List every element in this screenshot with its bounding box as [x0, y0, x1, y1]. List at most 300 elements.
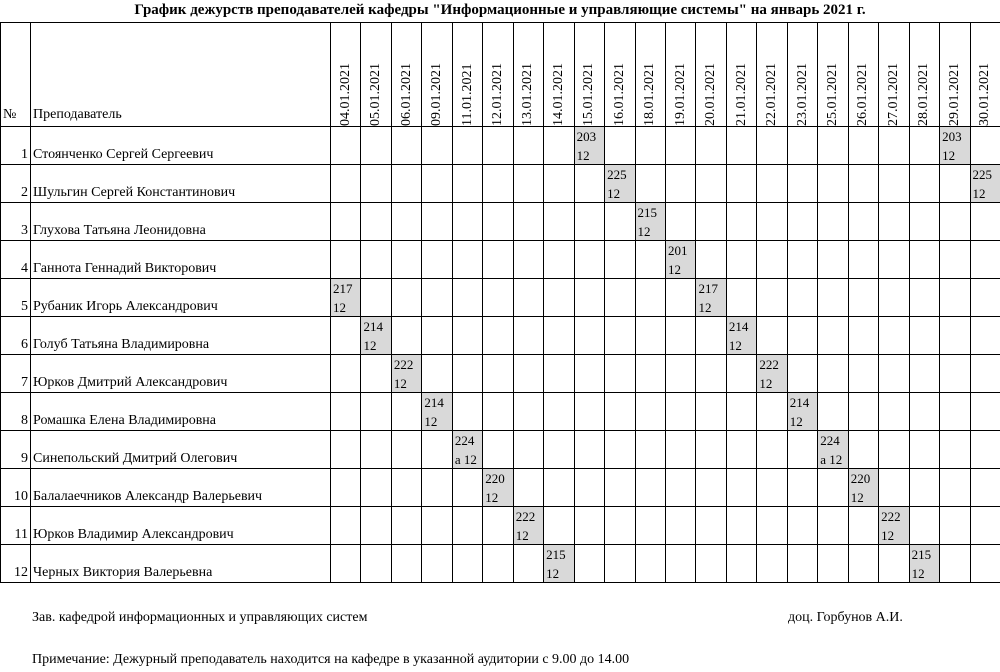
table-row	[1, 469, 1000, 507]
table-row	[1, 165, 1000, 203]
empty-cell	[513, 317, 543, 355]
row-number: 1	[1, 127, 31, 165]
empty-cell	[391, 279, 421, 317]
empty-cell	[848, 507, 878, 545]
date-column-header	[361, 23, 391, 127]
empty-cell	[665, 127, 695, 165]
empty-cell	[391, 545, 421, 583]
empty-cell	[361, 165, 391, 203]
row-number: 11	[1, 507, 31, 545]
empty-cell	[574, 317, 604, 355]
empty-cell	[848, 165, 878, 203]
empty-cell	[757, 469, 787, 507]
empty-cell	[483, 165, 513, 203]
teacher-name: Юрков Дмитрий Александрович	[31, 355, 331, 393]
empty-cell	[331, 469, 361, 507]
duty-room: 203	[942, 129, 962, 144]
empty-cell	[787, 127, 817, 165]
date-column-header	[970, 23, 1000, 127]
empty-cell	[483, 393, 513, 431]
empty-cell	[787, 431, 817, 469]
empty-cell	[544, 317, 574, 355]
duty-cell	[665, 241, 695, 279]
empty-cell	[818, 507, 848, 545]
duty-room: 217	[333, 281, 353, 296]
duty-room: 214	[728, 319, 749, 334]
empty-cell	[940, 545, 970, 583]
empty-cell	[696, 165, 726, 203]
empty-cell	[391, 469, 421, 507]
date-label: 25.01.2021	[824, 63, 840, 126]
duty-time: а 12	[454, 452, 477, 467]
empty-cell	[696, 469, 726, 507]
empty-cell	[848, 203, 878, 241]
empty-cell	[940, 279, 970, 317]
empty-cell	[361, 469, 391, 507]
empty-cell	[331, 355, 361, 393]
duty-cell	[452, 431, 482, 469]
empty-cell	[452, 317, 482, 355]
duty-cell	[574, 127, 604, 165]
empty-cell	[970, 507, 1000, 545]
empty-cell	[757, 203, 787, 241]
empty-cell	[879, 355, 909, 393]
empty-cell	[331, 507, 361, 545]
date-column-header	[879, 23, 909, 127]
duty-room: 203	[576, 129, 597, 144]
empty-cell	[940, 241, 970, 279]
duty-room: 214	[424, 395, 444, 410]
date-column-header	[422, 23, 452, 127]
date-label: 20.01.2021	[703, 63, 719, 126]
empty-cell	[605, 469, 635, 507]
empty-cell	[726, 355, 756, 393]
empty-cell	[544, 279, 574, 317]
date-column-header	[391, 23, 421, 127]
empty-cell	[879, 241, 909, 279]
empty-cell	[879, 431, 909, 469]
date-label: 26.01.2021	[855, 63, 871, 126]
empty-cell	[909, 355, 939, 393]
table-row	[1, 507, 1000, 545]
duty-time: 12	[942, 148, 956, 163]
empty-cell	[970, 355, 1000, 393]
empty-cell	[513, 241, 543, 279]
empty-cell	[879, 393, 909, 431]
empty-cell	[422, 127, 452, 165]
empty-cell	[909, 507, 939, 545]
empty-cell	[574, 165, 604, 203]
empty-cell	[331, 545, 361, 583]
empty-cell	[513, 203, 543, 241]
empty-cell	[665, 469, 695, 507]
duty-schedule-table	[0, 22, 1000, 583]
duty-cell	[331, 279, 361, 317]
empty-cell	[696, 203, 726, 241]
empty-cell	[879, 127, 909, 165]
row-number: 3	[1, 203, 31, 241]
empty-cell	[483, 355, 513, 393]
empty-cell	[818, 127, 848, 165]
empty-cell	[605, 393, 635, 431]
duty-cell	[513, 507, 543, 545]
empty-cell	[970, 203, 1000, 241]
table-row	[1, 203, 1000, 241]
empty-cell	[452, 355, 482, 393]
empty-cell	[909, 469, 939, 507]
date-label: 06.01.2021	[398, 63, 414, 126]
table-row	[1, 545, 1000, 583]
duty-time: 12	[546, 566, 560, 581]
empty-cell	[605, 127, 635, 165]
date-column-header	[818, 23, 848, 127]
empty-cell	[848, 127, 878, 165]
empty-cell	[361, 279, 391, 317]
duty-time: 12	[515, 528, 529, 543]
empty-cell	[422, 469, 452, 507]
empty-cell	[787, 355, 817, 393]
empty-cell	[544, 165, 574, 203]
duty-cell	[757, 355, 787, 393]
empty-cell	[513, 393, 543, 431]
empty-cell	[452, 393, 482, 431]
empty-cell	[391, 165, 421, 203]
empty-cell	[513, 545, 543, 583]
empty-cell	[696, 431, 726, 469]
empty-cell	[879, 545, 909, 583]
table-row	[1, 279, 1000, 317]
empty-cell	[665, 279, 695, 317]
date-label: 27.01.2021	[885, 63, 901, 126]
empty-cell	[422, 507, 452, 545]
row-number: 4	[1, 241, 31, 279]
empty-cell	[696, 507, 726, 545]
empty-cell	[909, 203, 939, 241]
empty-cell	[331, 165, 361, 203]
empty-cell	[635, 127, 665, 165]
empty-cell	[574, 393, 604, 431]
empty-cell	[726, 279, 756, 317]
empty-cell	[757, 507, 787, 545]
empty-cell	[331, 203, 361, 241]
empty-cell	[391, 317, 421, 355]
empty-cell	[452, 241, 482, 279]
teacher-name: Глухова Татьяна Леонидовна	[31, 203, 331, 241]
teacher-name: Ромашка Елена Владимировна	[31, 393, 331, 431]
date-label: 18.01.2021	[642, 63, 658, 126]
date-column-header	[909, 23, 939, 127]
duty-cell	[909, 545, 939, 583]
empty-cell	[544, 203, 574, 241]
empty-cell	[726, 431, 756, 469]
empty-cell	[757, 317, 787, 355]
teacher-name: Ганнота Геннадий Викторович	[31, 241, 331, 279]
empty-cell	[909, 393, 939, 431]
empty-cell	[696, 317, 726, 355]
empty-cell	[818, 241, 848, 279]
empty-cell	[422, 165, 452, 203]
date-column-header	[483, 23, 513, 127]
empty-cell	[544, 507, 574, 545]
empty-cell	[574, 469, 604, 507]
empty-cell	[483, 241, 513, 279]
empty-cell	[787, 507, 817, 545]
empty-cell	[909, 317, 939, 355]
empty-cell	[422, 203, 452, 241]
empty-cell	[940, 431, 970, 469]
empty-cell	[635, 165, 665, 203]
empty-cell	[879, 165, 909, 203]
empty-cell	[483, 279, 513, 317]
empty-cell	[452, 279, 482, 317]
empty-cell	[452, 545, 482, 583]
date-column-header	[635, 23, 665, 127]
empty-cell	[665, 545, 695, 583]
empty-cell	[513, 469, 543, 507]
header-row	[1, 23, 1000, 127]
empty-cell	[848, 431, 878, 469]
date-column-header	[331, 23, 361, 127]
empty-cell	[513, 431, 543, 469]
empty-cell	[879, 469, 909, 507]
teacher-name: Рубаник Игорь Александрович	[31, 279, 331, 317]
empty-cell	[422, 355, 452, 393]
date-label: 16.01.2021	[611, 63, 627, 126]
duty-room: 222	[393, 357, 414, 372]
empty-cell	[757, 127, 787, 165]
empty-cell	[970, 431, 1000, 469]
empty-cell	[970, 241, 1000, 279]
date-column-header	[757, 23, 787, 127]
empty-cell	[848, 317, 878, 355]
empty-cell	[787, 545, 817, 583]
date-label: 13.01.2021	[520, 63, 536, 126]
empty-cell	[757, 431, 787, 469]
empty-cell	[422, 317, 452, 355]
teacher-column-header: Преподаватель	[31, 23, 331, 127]
empty-cell	[970, 127, 1000, 165]
empty-cell	[909, 127, 939, 165]
empty-cell	[452, 165, 482, 203]
empty-cell	[361, 431, 391, 469]
empty-cell	[574, 507, 604, 545]
duty-cell	[635, 203, 665, 241]
duty-time: 12	[333, 300, 346, 315]
duty-time: 12	[911, 566, 925, 581]
empty-cell	[726, 203, 756, 241]
duty-room: 224	[454, 433, 475, 448]
empty-cell	[391, 431, 421, 469]
empty-cell	[422, 241, 452, 279]
empty-cell	[391, 127, 421, 165]
empty-cell	[544, 393, 574, 431]
row-number: 8	[1, 393, 31, 431]
empty-cell	[331, 127, 361, 165]
duty-cell	[726, 317, 756, 355]
empty-cell	[940, 507, 970, 545]
empty-cell	[696, 241, 726, 279]
date-label: 15.01.2021	[581, 63, 597, 126]
empty-cell	[331, 317, 361, 355]
duty-room: 214	[789, 395, 810, 410]
empty-cell	[970, 393, 1000, 431]
empty-cell	[909, 279, 939, 317]
head-of-department-signature: доц. Горбунов А.И.	[788, 610, 903, 625]
empty-cell	[726, 469, 756, 507]
teacher-name: Балалаечников Александр Валерьевич	[31, 469, 331, 507]
date-label: 14.01.2021	[550, 63, 566, 126]
empty-cell	[635, 545, 665, 583]
empty-cell	[818, 393, 848, 431]
empty-cell	[422, 545, 452, 583]
empty-cell	[635, 393, 665, 431]
duty-time: 12	[759, 376, 773, 391]
empty-cell	[605, 279, 635, 317]
date-column-header	[574, 23, 604, 127]
teacher-name: Шульгин Сергей Константинович	[31, 165, 331, 203]
empty-cell	[848, 241, 878, 279]
table-row	[1, 317, 1000, 355]
duty-time: 12	[667, 262, 681, 277]
empty-cell	[544, 241, 574, 279]
empty-cell	[361, 393, 391, 431]
empty-cell	[452, 507, 482, 545]
empty-cell	[665, 165, 695, 203]
empty-cell	[940, 317, 970, 355]
empty-cell	[757, 241, 787, 279]
empty-cell	[483, 127, 513, 165]
duty-time: 12	[698, 300, 712, 315]
empty-cell	[726, 165, 756, 203]
table-row	[1, 431, 1000, 469]
duty-cell	[605, 165, 635, 203]
empty-cell	[879, 203, 909, 241]
empty-cell	[787, 165, 817, 203]
duty-room: 222	[759, 357, 779, 372]
row-number: 7	[1, 355, 31, 393]
duty-time: 12	[485, 490, 499, 505]
empty-cell	[574, 279, 604, 317]
empty-cell	[818, 279, 848, 317]
empty-cell	[787, 203, 817, 241]
empty-cell	[787, 469, 817, 507]
date-column-header	[726, 23, 756, 127]
duty-room: 201	[667, 243, 688, 258]
empty-cell	[940, 393, 970, 431]
empty-cell	[635, 507, 665, 545]
empty-cell	[605, 545, 635, 583]
empty-cell	[818, 203, 848, 241]
empty-cell	[544, 469, 574, 507]
empty-cell	[483, 545, 513, 583]
duty-room: 214	[363, 319, 383, 334]
date-label: 29.01.2021	[946, 63, 962, 126]
row-number: 5	[1, 279, 31, 317]
empty-cell	[848, 545, 878, 583]
date-column-header	[513, 23, 543, 127]
empty-cell	[696, 545, 726, 583]
empty-cell	[726, 127, 756, 165]
empty-cell	[635, 355, 665, 393]
duty-time: 12	[576, 148, 590, 163]
empty-cell	[391, 393, 421, 431]
date-label: 28.01.2021	[916, 63, 932, 126]
empty-cell	[879, 279, 909, 317]
duty-time: 12	[728, 338, 742, 353]
empty-cell	[818, 165, 848, 203]
empty-cell	[452, 203, 482, 241]
date-label: 12.01.2021	[489, 63, 505, 126]
empty-cell	[665, 431, 695, 469]
duty-cell	[787, 393, 817, 431]
empty-cell	[605, 317, 635, 355]
empty-cell	[818, 469, 848, 507]
duty-cell	[391, 355, 421, 393]
empty-cell	[361, 507, 391, 545]
empty-cell	[361, 127, 391, 165]
empty-cell	[331, 241, 361, 279]
duty-room: 225	[607, 167, 627, 182]
empty-cell	[391, 507, 421, 545]
empty-cell	[940, 355, 970, 393]
empty-cell	[970, 279, 1000, 317]
empty-cell	[544, 127, 574, 165]
empty-cell	[483, 507, 513, 545]
date-label: 05.01.2021	[368, 63, 384, 126]
empty-cell	[452, 469, 482, 507]
empty-cell	[757, 165, 787, 203]
empty-cell	[635, 317, 665, 355]
empty-cell	[331, 393, 361, 431]
empty-cell	[483, 317, 513, 355]
empty-cell	[665, 203, 695, 241]
row-number: 6	[1, 317, 31, 355]
empty-cell	[909, 165, 939, 203]
schedule-note: Примечание: Дежурный преподаватель находится на кафедре в указанной аудитории с 9.00 до 14.00	[32, 652, 630, 667]
duty-room: 215	[637, 205, 658, 220]
empty-cell	[879, 317, 909, 355]
empty-cell	[818, 355, 848, 393]
table-row	[1, 393, 1000, 431]
duty-cell	[422, 393, 452, 431]
empty-cell	[574, 431, 604, 469]
empty-cell	[635, 279, 665, 317]
date-label: 19.01.2021	[672, 63, 688, 126]
empty-cell	[605, 241, 635, 279]
empty-cell	[726, 507, 756, 545]
empty-cell	[483, 203, 513, 241]
empty-cell	[665, 317, 695, 355]
empty-cell	[757, 545, 787, 583]
duty-room: 224	[820, 433, 840, 448]
table-row	[1, 355, 1000, 393]
empty-cell	[391, 241, 421, 279]
duty-cell	[970, 165, 1000, 203]
empty-cell	[635, 241, 665, 279]
empty-cell	[574, 355, 604, 393]
table-row	[1, 241, 1000, 279]
date-label: 23.01.2021	[794, 63, 810, 126]
page-title: График дежурств преподавателей кафедры "Информационные и управляющие системы" на январь 2021 г.	[134, 2, 866, 18]
duty-time: 12	[393, 376, 407, 391]
empty-cell	[361, 545, 391, 583]
empty-cell	[513, 355, 543, 393]
duty-cell	[940, 127, 970, 165]
empty-cell	[940, 203, 970, 241]
empty-cell	[361, 241, 391, 279]
duty-time: 12	[607, 186, 621, 201]
empty-cell	[605, 507, 635, 545]
